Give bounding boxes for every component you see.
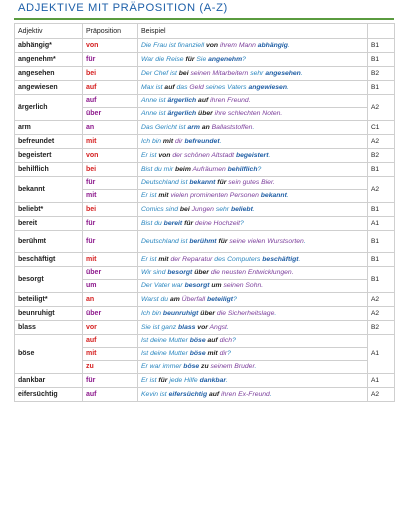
example-segment: auf bbox=[196, 97, 209, 104]
example-cell bbox=[138, 280, 368, 293]
table-row bbox=[15, 53, 395, 67]
example-segment: angewiesen bbox=[248, 83, 287, 91]
adjective-cell: angenehm* bbox=[15, 53, 83, 67]
example-segment: von bbox=[158, 151, 171, 159]
level-cell: B1 bbox=[368, 81, 395, 95]
example-segment: beliebt bbox=[230, 205, 253, 213]
example-segment: ihre schlechten Noten. bbox=[212, 110, 283, 117]
example-segment: die neusten Entwicklungen. bbox=[208, 269, 294, 276]
example-segment: Jungen bbox=[189, 205, 216, 213]
level-cell: A2 bbox=[368, 307, 395, 321]
header-praeposition: Präposition bbox=[83, 24, 138, 39]
example-cell bbox=[138, 39, 368, 53]
example-segment: War die Reise bbox=[141, 55, 186, 63]
example-segment: der schönen Altstadt bbox=[170, 151, 236, 159]
example-segment: . bbox=[298, 255, 301, 263]
table-row bbox=[15, 149, 395, 163]
example-segment: über bbox=[196, 110, 213, 117]
adjective-cell: berühmt bbox=[15, 231, 83, 253]
example-segment: Anne ist bbox=[141, 110, 168, 117]
example-segment: behilflich bbox=[227, 165, 258, 173]
table-row bbox=[15, 267, 395, 280]
example-cell bbox=[138, 217, 368, 231]
table-body bbox=[15, 39, 395, 402]
example-cell bbox=[138, 374, 368, 388]
example-segment: ihrem Mann bbox=[218, 41, 258, 49]
adjective-cell: dankbar bbox=[15, 374, 83, 388]
example-cell bbox=[138, 95, 368, 108]
example-segment: für bbox=[216, 237, 228, 245]
table-row bbox=[15, 39, 395, 53]
example-cell bbox=[138, 321, 368, 335]
example-segment: über bbox=[192, 269, 209, 276]
example-segment: Ist deine Mutter bbox=[141, 337, 190, 344]
example-segment: begeistert bbox=[235, 151, 269, 159]
adjective-cell: befreundet bbox=[15, 135, 83, 149]
level-cell: A1 bbox=[368, 217, 395, 231]
preposition-cell: über bbox=[83, 307, 138, 321]
example-segment: dich bbox=[217, 337, 233, 344]
example-segment: böse bbox=[189, 350, 206, 357]
example-segment: Er ist bbox=[141, 151, 159, 159]
example-segment: Wir sind bbox=[141, 269, 168, 276]
example-segment: Angst bbox=[207, 323, 227, 331]
example-segment: dir bbox=[217, 350, 228, 357]
preposition-cell: von bbox=[83, 149, 138, 163]
adjective-cell: beteiligt* bbox=[15, 293, 83, 307]
example-segment: ihren Freund. bbox=[208, 97, 251, 104]
example-segment: am bbox=[169, 295, 180, 303]
example-segment: ? bbox=[227, 350, 231, 357]
example-segment: für bbox=[182, 219, 194, 227]
table-row bbox=[15, 203, 395, 217]
example-segment: . bbox=[286, 83, 289, 91]
example-segment: seines Vaters bbox=[203, 83, 249, 91]
table-header-row bbox=[15, 24, 395, 39]
preposition-cell: bei bbox=[83, 203, 138, 217]
table-row bbox=[15, 135, 395, 149]
example-segment: Anne ist bbox=[141, 97, 168, 104]
table-row bbox=[15, 163, 395, 177]
example-segment: sehr bbox=[250, 69, 266, 77]
example-segment: Max ist bbox=[141, 83, 165, 91]
example-segment: mit bbox=[158, 255, 169, 263]
adjective-cell: eifersüchtig bbox=[15, 388, 83, 402]
example-segment: bereit bbox=[163, 219, 183, 227]
adjective-cell: beunruhigt bbox=[15, 307, 83, 321]
level-cell: B2 bbox=[368, 67, 395, 81]
example-segment: . bbox=[300, 69, 303, 77]
example-segment: Sie ist ganz bbox=[141, 323, 179, 331]
preposition-cell: vor bbox=[83, 321, 138, 335]
level-cell: B1 bbox=[368, 231, 395, 253]
example-segment: abhängig bbox=[257, 41, 288, 49]
preposition-cell: zu bbox=[83, 361, 138, 374]
example-segment: Er war immer bbox=[141, 363, 184, 370]
example-segment: Er ist bbox=[141, 255, 159, 263]
level-cell: B2 bbox=[368, 321, 395, 335]
example-segment: ? bbox=[257, 165, 262, 173]
example-segment: Ist deine Mutter bbox=[141, 350, 190, 357]
example-segment: Ballaststoffen bbox=[209, 123, 253, 131]
preposition-cell: mit bbox=[83, 135, 138, 149]
table-row bbox=[15, 374, 395, 388]
example-cell bbox=[138, 177, 368, 190]
table-row bbox=[15, 217, 395, 231]
preposition-cell: bei bbox=[83, 67, 138, 81]
example-segment: beim bbox=[175, 165, 191, 173]
example-segment: für bbox=[215, 179, 227, 186]
example-segment: für bbox=[185, 55, 195, 63]
level-cell: B1 bbox=[368, 53, 395, 67]
preposition-cell: auf bbox=[83, 335, 138, 348]
adjective-table bbox=[14, 23, 395, 402]
preposition-cell: bei bbox=[83, 163, 138, 177]
example-segment: bei bbox=[178, 69, 189, 77]
example-segment: Sie bbox=[194, 55, 209, 63]
adjective-cell: bekannt bbox=[15, 177, 83, 203]
example-segment: arm bbox=[187, 123, 200, 131]
example-segment: Bist du bbox=[141, 219, 164, 227]
example-segment: mit bbox=[205, 350, 218, 357]
preposition-cell: über bbox=[83, 267, 138, 280]
example-cell bbox=[138, 231, 368, 253]
adjective-cell: angesehen bbox=[15, 67, 83, 81]
level-cell: C1 bbox=[368, 121, 395, 135]
example-segment: befreundet bbox=[184, 137, 220, 145]
table-row bbox=[15, 293, 395, 307]
example-segment: blass bbox=[178, 323, 196, 331]
header-adjektiv: Adjektiv bbox=[15, 24, 83, 39]
table-row bbox=[15, 177, 395, 190]
example-segment: auf bbox=[164, 83, 175, 91]
example-segment: ? bbox=[232, 337, 236, 344]
adjective-cell: angewiesen bbox=[15, 81, 83, 95]
example-segment: sein gutes Bier. bbox=[226, 179, 275, 186]
example-segment: Deutschland ist bbox=[141, 179, 190, 186]
table-row bbox=[15, 95, 395, 108]
example-segment: Der Chef ist bbox=[141, 69, 179, 77]
preposition-cell: an bbox=[83, 121, 138, 135]
example-segment: ärgerlich bbox=[167, 97, 197, 104]
level-cell: A1 bbox=[368, 335, 395, 374]
adjective-cell: ärgerlich bbox=[15, 95, 83, 121]
example-segment: auf bbox=[205, 337, 218, 344]
example-segment: ? bbox=[242, 55, 246, 63]
preposition-cell: von bbox=[83, 39, 138, 53]
adjective-cell: begeistert bbox=[15, 149, 83, 163]
example-segment: angenehm bbox=[208, 55, 243, 63]
example-segment: . bbox=[219, 137, 222, 145]
example-cell bbox=[138, 53, 368, 67]
example-segment: Das Gericht ist bbox=[141, 123, 188, 131]
example-segment: . bbox=[274, 309, 277, 317]
example-segment: beunruhigt bbox=[162, 309, 199, 317]
example-segment: Geld bbox=[189, 83, 204, 91]
example-segment: Er ist bbox=[141, 192, 159, 199]
table-row bbox=[15, 321, 395, 335]
example-segment: . bbox=[226, 376, 228, 384]
preposition-cell: um bbox=[83, 280, 138, 293]
table-row bbox=[15, 307, 395, 321]
level-cell: A2 bbox=[368, 388, 395, 402]
example-segment: Er ist bbox=[141, 376, 159, 384]
example-cell bbox=[138, 81, 368, 95]
table-row bbox=[15, 81, 395, 95]
level-cell: A2 bbox=[368, 95, 395, 121]
example-segment: Der Vater war bbox=[141, 282, 185, 289]
example-segment: böse bbox=[183, 363, 200, 370]
example-segment: seinem Bruder bbox=[208, 363, 255, 370]
example-segment: Kevin ist bbox=[141, 390, 169, 398]
example-segment: Warst du bbox=[141, 295, 170, 303]
example-segment: berühmt bbox=[189, 237, 217, 245]
example-segment: von bbox=[205, 41, 219, 49]
example-segment: Ich bin bbox=[141, 137, 163, 145]
table-row bbox=[15, 231, 395, 253]
example-segment: seinen Sohn. bbox=[221, 282, 264, 289]
level-cell: B1 bbox=[368, 39, 395, 53]
example-segment: vielen prominenten Personen bbox=[168, 192, 261, 199]
example-segment: . bbox=[268, 151, 271, 159]
preposition-cell: für bbox=[83, 231, 138, 253]
adjective-cell: böse bbox=[15, 335, 83, 374]
example-segment: böse bbox=[189, 337, 206, 344]
preposition-cell: für bbox=[83, 217, 138, 231]
example-cell bbox=[138, 149, 368, 163]
example-segment: über bbox=[198, 309, 216, 317]
level-cell: B1 bbox=[368, 203, 395, 217]
preposition-cell: für bbox=[83, 374, 138, 388]
example-segment: seinen Mitarbeitern bbox=[188, 69, 251, 77]
example-segment: Bist du mir bbox=[141, 165, 175, 173]
example-segment: ? bbox=[233, 295, 237, 303]
example-segment: dankbar bbox=[199, 376, 227, 384]
level-cell: B1 bbox=[368, 253, 395, 267]
header-beispiel: Beispiel bbox=[138, 24, 368, 39]
example-segment: . bbox=[226, 323, 229, 331]
example-cell bbox=[138, 388, 368, 402]
example-segment: bekannt bbox=[260, 192, 287, 199]
example-segment: bekannt bbox=[189, 179, 216, 186]
preposition-cell: für bbox=[83, 177, 138, 190]
example-cell bbox=[138, 121, 368, 135]
example-segment: . bbox=[287, 41, 290, 49]
example-segment: Aufräumen bbox=[190, 165, 228, 173]
table-row bbox=[15, 335, 395, 348]
level-cell: B2 bbox=[368, 149, 395, 163]
example-cell bbox=[138, 67, 368, 81]
level-cell: A2 bbox=[368, 135, 395, 149]
adjective-cell: arm bbox=[15, 121, 83, 135]
example-cell bbox=[138, 267, 368, 280]
preposition-cell: auf bbox=[83, 388, 138, 402]
example-segment: . bbox=[286, 192, 289, 199]
adjective-cell: behilflich bbox=[15, 163, 83, 177]
header-niveau bbox=[368, 24, 395, 39]
table-row bbox=[15, 67, 395, 81]
example-segment: die Sicherheitslage bbox=[215, 309, 275, 317]
example-segment: mit bbox=[158, 192, 169, 199]
example-segment: jede Hilfe bbox=[167, 376, 200, 384]
example-segment: Die Frau ist finanziell bbox=[141, 41, 206, 49]
example-segment: . bbox=[252, 205, 255, 213]
example-segment: des Computers bbox=[212, 255, 263, 263]
example-segment: dir bbox=[173, 137, 185, 145]
adjective-cell: bereit bbox=[15, 217, 83, 231]
example-segment: Überfall bbox=[179, 295, 206, 303]
example-segment: beteiligt bbox=[205, 295, 234, 303]
level-cell: A2 bbox=[368, 293, 395, 307]
example-segment: das bbox=[174, 83, 190, 91]
example-cell bbox=[138, 203, 368, 217]
example-segment: mit bbox=[162, 137, 174, 145]
example-segment: eifersüchtig bbox=[168, 390, 208, 398]
level-cell: A2 bbox=[368, 177, 395, 203]
preposition-cell: mit bbox=[83, 253, 138, 267]
example-segment: seine vielen Wurstsorten bbox=[227, 237, 304, 245]
page-title: ADJEKTIVE MIT PRÄPOSITION (A-Z) bbox=[18, 2, 228, 14]
level-cell: B1 bbox=[368, 267, 395, 293]
preposition-cell: an bbox=[83, 293, 138, 307]
table-row bbox=[15, 121, 395, 135]
example-cell bbox=[138, 335, 368, 348]
example-segment: für bbox=[158, 376, 168, 384]
example-cell bbox=[138, 163, 368, 177]
example-cell bbox=[138, 348, 368, 361]
table-row bbox=[15, 253, 395, 267]
example-segment: ärgerlich bbox=[167, 110, 197, 117]
example-segment: deine Hochzeit bbox=[193, 219, 240, 227]
example-segment: beschäftigt bbox=[262, 255, 299, 263]
adjective-cell: abhängig* bbox=[15, 39, 83, 53]
example-cell bbox=[138, 293, 368, 307]
preposition-cell: mit bbox=[83, 190, 138, 203]
example-cell bbox=[138, 253, 368, 267]
example-segment: ? bbox=[240, 219, 244, 227]
preposition-cell: über bbox=[83, 108, 138, 121]
example-segment: Ich bin bbox=[141, 309, 163, 317]
adjective-cell: blass bbox=[15, 321, 83, 335]
example-segment: sehr bbox=[215, 205, 231, 213]
example-segment: Comics sind bbox=[141, 205, 180, 213]
preposition-cell: auf bbox=[83, 95, 138, 108]
example-segment: angesehen bbox=[265, 69, 301, 77]
example-segment: an bbox=[199, 123, 210, 131]
example-cell bbox=[138, 108, 368, 121]
adjective-cell: beschäftigt bbox=[15, 253, 83, 267]
preposition-cell: für bbox=[83, 53, 138, 67]
example-segment: der Reparatur bbox=[168, 255, 213, 263]
example-segment: . bbox=[252, 123, 255, 131]
example-cell bbox=[138, 307, 368, 321]
example-segment: auf bbox=[207, 390, 220, 398]
example-cell bbox=[138, 190, 368, 203]
level-cell: A1 bbox=[368, 374, 395, 388]
example-segment: vor bbox=[195, 323, 208, 331]
example-segment: . bbox=[269, 390, 272, 398]
example-segment: zu bbox=[199, 363, 209, 370]
example-segment: besorgt bbox=[184, 282, 210, 289]
example-segment: bei bbox=[179, 205, 190, 213]
preposition-cell: auf bbox=[83, 81, 138, 95]
example-segment: besorgt bbox=[167, 269, 193, 276]
table-row bbox=[15, 388, 395, 402]
example-segment: Deutschland ist bbox=[141, 237, 190, 245]
example-segment: . bbox=[303, 237, 306, 245]
example-segment: . bbox=[254, 363, 257, 370]
title-divider bbox=[14, 18, 394, 20]
preposition-cell: mit bbox=[83, 348, 138, 361]
example-segment: ihren Ex-Freund bbox=[219, 390, 270, 398]
example-cell bbox=[138, 361, 368, 374]
example-cell bbox=[138, 135, 368, 149]
adjective-cell: besorgt bbox=[15, 267, 83, 293]
example-segment: um bbox=[209, 282, 222, 289]
level-cell: B1 bbox=[368, 163, 395, 177]
adjective-cell: beliebt* bbox=[15, 203, 83, 217]
